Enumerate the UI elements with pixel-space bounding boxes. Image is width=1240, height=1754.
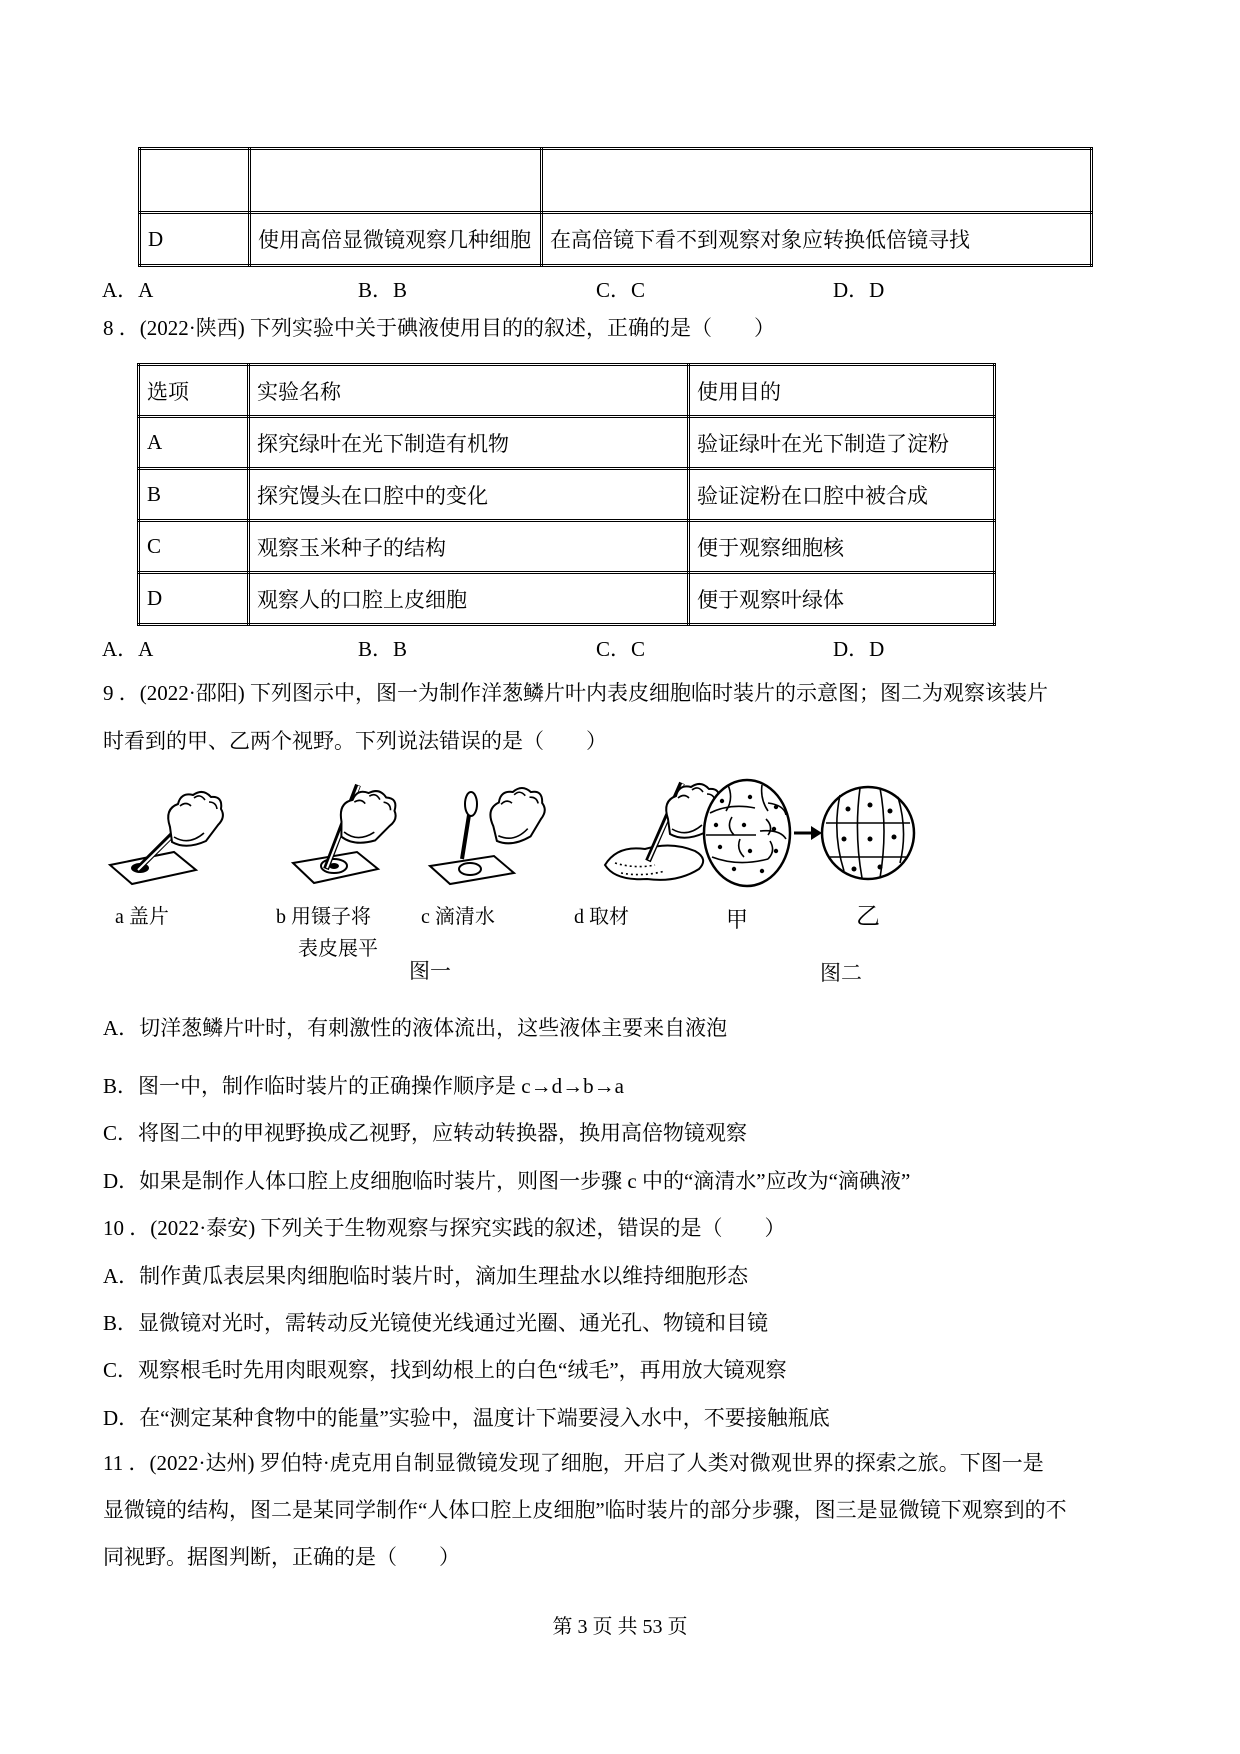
view-label-yi: 乙 — [856, 904, 880, 930]
question-10-stem: 10 ．(2022·泰安) 下列关于生物观察与探究实践的叙述，错误的是（ ） — [103, 1216, 786, 1240]
answer-choice-a: A．A — [102, 637, 154, 661]
question-9-stem-line1: 9 ．(2022·邵阳) 下列图示中，图一为制作洋葱鳞片叶内表皮细胞临时装片的示意图；图二为观察该装片 — [103, 681, 1048, 705]
figure-label-a: a 盖片 — [115, 906, 169, 928]
answer-choice-b: B．B — [358, 278, 408, 302]
figure-one-caption: 图一 — [409, 959, 451, 983]
question-9-option-d: D．如果是制作人体口腔上皮细胞临时装片，则图一步骤 c 中的“滴清水”应改为“滴碘液” — [103, 1169, 911, 1193]
question-9-option-c: C．将图二中的甲视野换成乙视野，应转动转换器，换用高倍物镜观察 — [103, 1121, 748, 1145]
hand-illustration — [488, 786, 548, 845]
table-cell: A — [139, 417, 249, 469]
right-arrow-icon — [794, 826, 822, 840]
question-10-option-b: B．显微镜对光时，需转动反光镜使光线通过光圈、通光孔、物镜和目镜 — [103, 1311, 769, 1335]
table-cell: 探究馒头在口腔中的变化 — [249, 469, 689, 521]
table-header-option: 选项 — [139, 365, 249, 417]
question-10-option-d: D．在“测定某种食物中的能量”实验中，温度计下端要浸入水中，不要接触瓶底 — [103, 1406, 830, 1430]
table-header-experiment: 实验名称 — [249, 365, 689, 417]
table-cell: 观察玉米种子的结构 — [249, 521, 689, 573]
table-cell — [140, 149, 250, 213]
table-cell: 观察人的口腔上皮细胞 — [249, 573, 689, 625]
view-label-jia: 甲 — [726, 907, 749, 932]
question-10-option-a: A．制作黄瓜表层果肉细胞临时装片时，滴加生理盐水以维持细胞形态 — [103, 1264, 749, 1288]
answer-choice-a: A．A — [102, 278, 154, 302]
figure-label-c: c 滴清水 — [421, 906, 495, 928]
table-cell: 验证淀粉在口腔中被合成 — [689, 469, 995, 521]
table-cell-option-d: D — [140, 213, 250, 266]
question-9-option-b: B．图一中，制作临时装片的正确操作顺序是 c→d→b→a — [103, 1074, 624, 1098]
table-cell — [542, 149, 1092, 213]
answer-choice-c: C．C — [596, 637, 646, 661]
question-11-stem-line1: 11 ．(2022·达州) 罗伯特·虎克用自制显微镜发现了细胞，开启了人类对微观世界的探索之旅。下图一是 — [103, 1451, 1044, 1475]
panel-a-cover-slip-illustration — [110, 792, 223, 884]
page-number-footer: 第 3 页 共 53 页 — [552, 1616, 688, 1638]
table-cell: 在高倍镜下看不到观察对象应转换低倍镜寻找 — [542, 213, 1092, 266]
table-cell: 便于观察细胞核 — [689, 521, 995, 573]
question-8-stem: 8 ．(2022·陕西) 下列实验中关于碘液使用目的的叙述，正确的是（ ） — [103, 316, 775, 340]
table-cell: D — [139, 573, 249, 625]
figure-two-caption: 图二 — [820, 961, 862, 985]
figure-label-b-line1: b 用镊子将 — [276, 906, 371, 928]
hand-illustration — [168, 792, 223, 846]
partial-options-table — [138, 147, 1093, 267]
question-9-stem-line2: 时看到的甲、乙两个视野。下列说法错误的是（ ） — [103, 729, 607, 753]
hand-illustration — [337, 787, 399, 848]
table-cell: 探究绿叶在光下制造有机物 — [249, 417, 689, 469]
table-cell: B — [139, 469, 249, 521]
microscope-view-jia-illustration — [704, 780, 790, 886]
figure-label-b-line2: 表皮展平 — [298, 938, 378, 960]
table-cell: 便于观察叶绿体 — [689, 573, 995, 625]
question-10-option-c: C．观察根毛时先用肉眼观察，找到幼根上的白色“绒毛”，再用放大镜观察 — [103, 1358, 787, 1382]
answer-choice-b: B．B — [358, 637, 408, 661]
question-11-stem-line2: 显微镜的结构，图二是某同学制作“人体口腔上皮细胞”临时装片的部分步骤，图三是显微镜下观察到的不 — [103, 1498, 1067, 1522]
answer-choice-d: D．D — [833, 637, 885, 661]
table-cell — [250, 149, 542, 213]
figure-one-and-two-illustration — [100, 773, 930, 891]
question-11-stem-line3: 同视野。据图判断，正确的是（ ） — [103, 1545, 460, 1569]
table-cell: 验证绿叶在光下制造了淀粉 — [689, 417, 995, 469]
question-8-table — [137, 363, 996, 626]
table-cell: C — [139, 521, 249, 573]
figure-label-d: d 取材 — [574, 906, 629, 928]
table-header-purpose: 使用目的 — [689, 365, 995, 417]
panel-b-tweezers-illustration — [293, 785, 399, 883]
answer-choice-c: C．C — [596, 278, 646, 302]
answer-choice-d: D．D — [833, 278, 885, 302]
question-9-figure — [100, 773, 930, 891]
question-9-option-a: A．切洋葱鳞片叶时，有刺激性的液体流出，这些液体主要来自液泡 — [103, 1016, 728, 1040]
table-cell: 使用高倍显微镜观察几种细胞 — [250, 213, 542, 266]
microscope-view-yi-illustration — [822, 787, 914, 879]
panel-c-dropper-illustration — [430, 786, 548, 884]
